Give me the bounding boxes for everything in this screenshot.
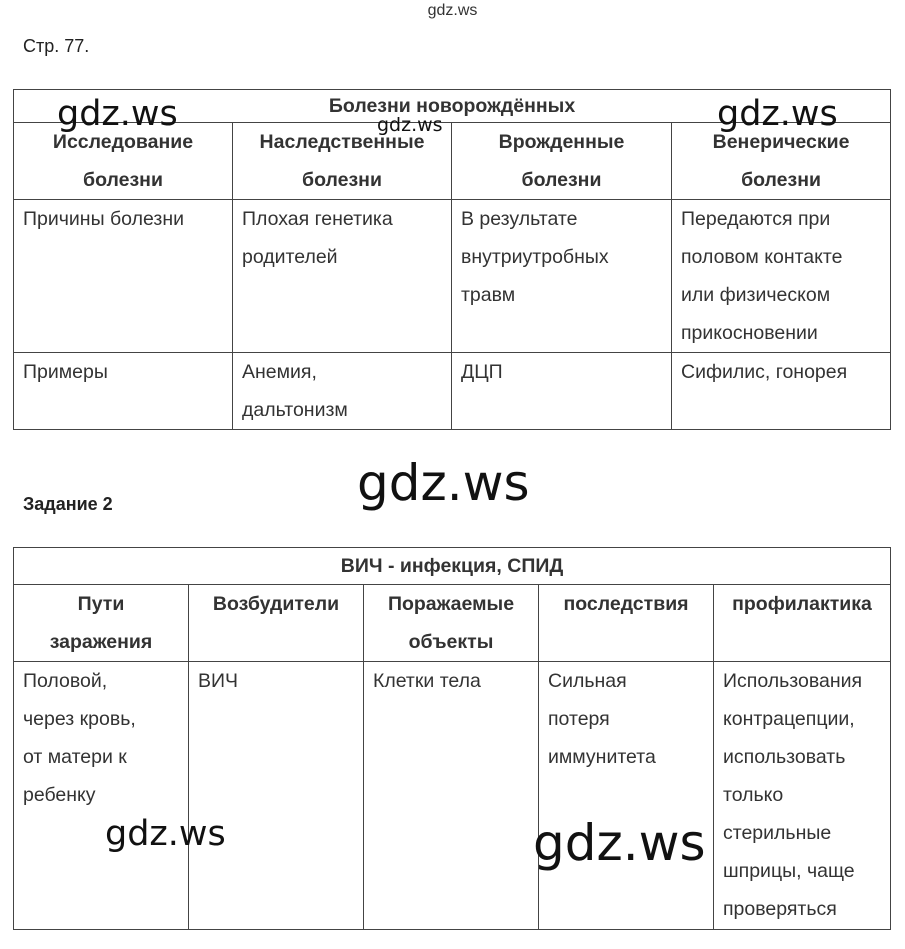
watermark: gdz.ws (105, 814, 226, 854)
table-cell: Клетки тела (364, 662, 539, 930)
column-header: Исследование болезни (14, 123, 233, 200)
watermark-top[interactable]: gdz.ws (427, 2, 478, 19)
table-cell: В результате внутриутробных травм (452, 200, 672, 353)
column-header: Венерические болезни (672, 123, 891, 200)
table-cell: Передаются при половом контакте или физическом прикосновении (672, 200, 891, 353)
column-header: последствия (539, 585, 714, 662)
watermark: gdz.ws (717, 94, 838, 134)
table-header-row (14, 123, 891, 200)
column-header: Возбудители (189, 585, 364, 662)
table-cell: Сильная потеря иммунитета (539, 662, 714, 930)
table-header-row (14, 585, 891, 662)
task-label: Задание 2 (23, 494, 113, 514)
table-title-row (14, 548, 891, 585)
column-header: Врожденные болезни (452, 123, 672, 200)
watermark: gdz.ws (57, 94, 178, 134)
newborn-diseases-table (13, 89, 891, 430)
hiv-aids-table (13, 547, 891, 930)
table-row (14, 353, 891, 430)
page-reference: Стр. 77. (23, 36, 90, 56)
table-title: Болезни новорождённых (14, 90, 891, 123)
column-header: Поражаемые объекты (364, 585, 539, 662)
table-cell: Анемия, дальтонизм (233, 353, 452, 430)
table-cell: Причины болезни (14, 200, 233, 353)
table-cell: ВИЧ (189, 662, 364, 930)
table-cell: Использования контрацепции, использовать только стерильные шприцы, чаще проверяться (714, 662, 891, 930)
column-header: профилактика (714, 585, 891, 662)
table-title: ВИЧ - инфекция, СПИД (14, 548, 891, 585)
column-header: Наследственные болезни (233, 123, 452, 200)
table-cell: Сифилис, гонорея (672, 353, 891, 430)
watermark: gdz.ws (357, 454, 530, 512)
table-row (14, 662, 891, 930)
table-cell: ДЦП (452, 353, 672, 430)
table-cell: Плохая генетика родителей (233, 200, 452, 353)
table-cell: Половой, через кровь, от матери к ребенку (14, 662, 189, 930)
table-row (14, 200, 891, 353)
column-header: Пути заражения (14, 585, 189, 662)
watermark: gdz.ws (377, 114, 443, 136)
table-cell: Примеры (14, 353, 233, 430)
watermark: gdz.ws (533, 814, 706, 872)
